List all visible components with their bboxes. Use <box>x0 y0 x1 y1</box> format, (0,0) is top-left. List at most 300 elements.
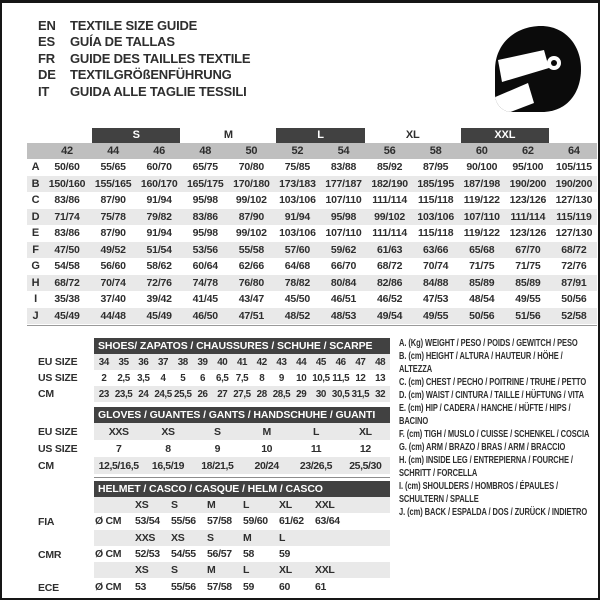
value-cell: 59 <box>279 548 291 561</box>
value-cell: 23 <box>98 388 109 400</box>
helmet-table <box>94 481 390 595</box>
value-cell: 190/200 <box>509 177 547 190</box>
value-cell: 103/106 <box>279 194 316 207</box>
value-cell: XXS <box>135 531 156 544</box>
helmet-row <box>94 578 390 594</box>
value-cell: 16,5/19 <box>151 459 185 472</box>
value-cell: 11 <box>310 442 322 455</box>
language-row <box>38 83 250 100</box>
standard-label: ECE <box>38 582 59 594</box>
value-cell: 51/54 <box>146 243 172 256</box>
value-cell: 43 <box>276 356 287 368</box>
language-title-block <box>38 17 250 100</box>
size-number-cell: 56 <box>383 145 396 157</box>
value-cell: 44 <box>296 356 307 368</box>
value-cell: 53 <box>135 580 147 593</box>
helmet-row <box>94 513 390 529</box>
value-cell: 111/114 <box>510 210 546 223</box>
value-cell: 187/198 <box>463 177 501 190</box>
value-cell: 9 <box>214 442 221 455</box>
value-cell: XS <box>135 499 149 512</box>
value-cell: 95/98 <box>330 210 357 223</box>
shoes-row <box>94 370 390 386</box>
divider-gloves <box>94 477 390 478</box>
value-cell: 5 <box>180 372 186 384</box>
value-cell: S <box>207 531 214 544</box>
value-cell: 58/62 <box>146 260 172 273</box>
value-cell: 54/55 <box>171 548 196 561</box>
size-number-row <box>27 143 597 159</box>
main-size-table <box>27 127 597 324</box>
value-cell: 8 <box>165 442 171 455</box>
helmet-row <box>94 562 390 578</box>
legend-item: F. (cm) TIGH / MUSLO / CUISSE / SCHENKEL / COSCIA <box>399 429 590 440</box>
value-cell: 9 <box>278 372 284 384</box>
language-row <box>38 67 250 84</box>
value-cell: 84/88 <box>423 276 449 289</box>
value-cell: 50/56 <box>469 309 495 322</box>
shoes-title: SHOES/ ZAPATOS / CHAUSSURES / SCHUHE / SCARPE <box>94 338 390 354</box>
shoes-row-labels <box>38 354 77 402</box>
value-cell: 60/64 <box>192 260 218 273</box>
value-cell: 95/100 <box>512 161 544 174</box>
row-letter: B <box>31 177 40 190</box>
size-number-cell: 58 <box>429 145 442 157</box>
value-cell: 91/94 <box>284 210 311 223</box>
value-cell: 30,5 <box>331 388 350 400</box>
value-cell: 82/86 <box>376 276 403 289</box>
measurement-row <box>27 242 597 259</box>
value-cell: 23/26,5 <box>299 459 333 472</box>
value-cell: 75/85 <box>284 161 311 174</box>
measurement-row <box>27 275 597 292</box>
measurement-row <box>27 291 597 308</box>
value-cell: 83/88 <box>330 161 357 174</box>
value-cell: 47/51 <box>238 309 264 322</box>
value-cell: 61/62 <box>279 515 304 528</box>
value-cell: 119/122 <box>463 227 500 240</box>
legend-item: H. (cm) INSIDE LEG / ENTREPIERNA / FOURCHE / SCHRITT / FORCELLA <box>399 455 573 479</box>
value-cell: 99/102 <box>235 227 267 240</box>
size-number-cell: 52 <box>291 145 304 157</box>
value-cell: 60/70 <box>146 161 172 174</box>
value-cell: 76/80 <box>238 276 264 289</box>
value-cell: 55/56 <box>171 515 196 528</box>
row-letter: I <box>34 293 37 306</box>
value-cell: 46 <box>335 356 346 368</box>
size-group-label: XXL <box>461 128 549 143</box>
value-cell: 45 <box>315 356 326 368</box>
value-cell: 87/91 <box>561 276 587 289</box>
value-cell: 99/102 <box>235 194 267 207</box>
value-cell: 91/94 <box>146 194 172 207</box>
value-cell: 62/66 <box>238 260 264 273</box>
value-cell: 32 <box>375 388 386 400</box>
size-number-cell: 62 <box>521 145 534 157</box>
value-cell: 2,5 <box>117 372 130 384</box>
value-cell: 111/114 <box>372 194 408 207</box>
gloves-table <box>94 407 390 474</box>
value-cell: 71/74 <box>54 210 80 223</box>
value-cell: 99/102 <box>374 210 406 223</box>
guide-title: GUIDE DES TAILLES TEXTILE <box>70 50 251 66</box>
value-cell: 63/64 <box>315 515 340 528</box>
language-row <box>38 34 250 51</box>
value-cell: 160/170 <box>140 177 178 190</box>
measurement-row <box>27 192 597 209</box>
guide-title: TEXTILGRÖßENFÜHRUNG <box>70 67 232 83</box>
value-cell: 24,5 <box>154 388 172 400</box>
value-cell: 56/57 <box>207 548 232 561</box>
value-cell: 8 <box>259 372 265 384</box>
value-cell: 107/110 <box>463 210 500 223</box>
value-cell: S <box>214 425 221 438</box>
value-cell: 78/82 <box>284 276 311 289</box>
language-code: ES <box>38 34 55 50</box>
value-cell: 111/114 <box>372 227 408 240</box>
value-cell: 28 <box>256 388 267 400</box>
value-cell: M <box>207 564 216 577</box>
value-cell: 75/78 <box>100 210 126 223</box>
legend-item: G. (cm) ARM / BRAZO / BRAS / ARM / BRACCIO <box>399 442 566 453</box>
legend-item: D. (cm) WAIST / CINTURA / TAILLE / HÜFTUNG / VITA <box>399 390 584 401</box>
value-cell: 7,5 <box>235 372 249 384</box>
legend-item: A. (Kg) WEIGHT / PESO / POIDS / GEWITCH / PESO <box>399 338 578 349</box>
value-cell: 44/48 <box>100 309 126 322</box>
row-label: US SIZE <box>38 442 78 455</box>
value-cell: 45/49 <box>146 309 172 322</box>
value-cell: 7 <box>115 442 122 455</box>
value-cell: 119/122 <box>463 194 500 207</box>
value-cell: 31,5 <box>351 388 370 400</box>
legend-item: E. (cm) HIP / CADERA / HANCHE / HÜFTE / HIPS / BACINO <box>399 403 571 427</box>
value-cell: 54/58 <box>54 260 80 273</box>
helmet-title: HELMET / CASCO / CASQUE / HELM / CASCO <box>94 481 390 497</box>
value-cell: 58 <box>243 548 255 561</box>
value-cell: 27 <box>217 388 228 400</box>
value-cell: XS <box>135 564 149 577</box>
row-label: EU SIZE <box>38 356 78 368</box>
size-group-label: S <box>92 128 180 143</box>
row-letter: G <box>31 260 40 273</box>
guide-title: TEXTILE SIZE GUIDE <box>70 17 198 33</box>
language-row <box>38 50 250 67</box>
size-number-cell: 44 <box>107 145 120 157</box>
value-cell: 39 <box>197 356 208 368</box>
value-cell: L <box>312 425 319 438</box>
value-cell: 43/47 <box>238 293 264 306</box>
helmet-row <box>94 530 390 546</box>
value-cell: XS <box>171 531 185 544</box>
gloves-row <box>94 440 390 457</box>
value-cell: 87/95 <box>423 161 449 174</box>
value-cell: 41 <box>236 356 248 368</box>
value-cell: 79/82 <box>146 210 172 223</box>
value-cell: 6 <box>199 372 206 384</box>
language-code: FR <box>38 50 55 66</box>
value-cell: 55/58 <box>238 243 264 256</box>
value-cell: 83/86 <box>54 227 80 240</box>
size-number-cell: 64 <box>568 145 580 157</box>
racing-helmet-icon <box>486 23 586 115</box>
value-cell: 105/115 <box>555 161 592 174</box>
value-cell: 85/89 <box>515 276 541 289</box>
row-letter: D <box>31 210 40 223</box>
value-cell: 150/160 <box>48 177 86 190</box>
value-cell: 47/53 <box>423 293 449 306</box>
value-cell: 38 <box>177 356 188 368</box>
value-cell: 48 <box>375 356 386 368</box>
value-cell: L <box>243 564 250 577</box>
gloves-title: GLOVES / GUANTES / GANTS / HANDSCHUHE / GUANTI <box>94 407 390 423</box>
value-cell: 165/175 <box>187 177 224 190</box>
value-cell: 185/195 <box>417 177 454 190</box>
value-cell: 30 <box>315 388 326 400</box>
helmet-row <box>94 546 390 562</box>
value-cell: 50/60 <box>54 161 80 174</box>
value-cell: 57/58 <box>207 580 232 593</box>
value-cell: 95/98 <box>192 227 218 240</box>
value-cell: 28,5 <box>272 388 291 400</box>
gloves-row <box>94 457 390 474</box>
measurement-row <box>27 308 597 325</box>
value-cell: 10 <box>261 442 273 455</box>
value-cell: 177/187 <box>325 177 362 190</box>
value-cell: 46/52 <box>376 293 403 306</box>
value-cell: 4 <box>160 372 166 384</box>
value-cell: 66/70 <box>330 260 357 273</box>
row-letter: H <box>31 276 40 289</box>
value-cell: 115/118 <box>417 194 454 207</box>
value-cell: XL <box>359 425 372 438</box>
value-cell: 95/98 <box>192 194 218 207</box>
value-cell: XL <box>279 564 292 577</box>
value-cell: 35 <box>118 356 129 368</box>
value-cell: 91/94 <box>146 227 172 240</box>
value-cell: 85/89 <box>469 276 495 289</box>
value-cell: 190/200 <box>555 177 593 190</box>
value-cell: 52/53 <box>135 548 160 561</box>
shoes-row <box>94 354 390 370</box>
value-cell: 57/60 <box>284 243 311 256</box>
size-group-row <box>27 127 597 143</box>
value-cell: 23,5 <box>114 388 133 400</box>
legend-item: J. (cm) BACK / ESPALDA / DOS / ZURÜCK / INDIETRO <box>399 507 588 518</box>
value-cell: XXS <box>108 425 129 438</box>
size-group-label: L <box>276 128 364 143</box>
value-cell: 25,5 <box>174 388 192 400</box>
row-letter: F <box>32 243 39 256</box>
value-cell: 42 <box>256 356 267 368</box>
value-cell: XXL <box>315 499 335 512</box>
value-cell: M <box>262 425 271 438</box>
language-code: EN <box>38 17 56 33</box>
value-cell: 59/60 <box>243 515 268 528</box>
value-cell: 48/52 <box>284 309 311 322</box>
value-cell: 26 <box>197 388 208 400</box>
value-cell: 46/51 <box>330 293 357 306</box>
standard-label: CMR <box>38 549 62 561</box>
unit-cell: Ø CM <box>95 580 122 593</box>
value-cell: 80/84 <box>330 276 357 289</box>
row-letter: C <box>31 194 40 207</box>
value-cell: 57/58 <box>207 515 232 528</box>
size-group-label: XL <box>405 129 420 141</box>
value-cell: 50/56 <box>561 293 587 306</box>
value-cell: 12 <box>359 442 371 455</box>
value-cell: 65/75 <box>192 161 218 174</box>
value-cell: 83/86 <box>192 210 218 223</box>
value-cell: 35/38 <box>54 293 80 306</box>
gloves-row-labels <box>38 423 77 474</box>
value-cell: 85/92 <box>376 161 403 174</box>
value-cell: 52/58 <box>561 309 587 322</box>
value-cell: S <box>171 564 178 577</box>
divider-main <box>27 325 597 326</box>
value-cell: 115/118 <box>417 227 454 240</box>
value-cell: 107/110 <box>325 194 362 207</box>
value-cell: 70/80 <box>238 161 264 174</box>
value-cell: L <box>243 499 250 512</box>
gloves-row <box>94 423 390 440</box>
guide-title: GUIDA ALLE TAGLIE TESSILI <box>70 83 247 99</box>
value-cell: 34 <box>98 356 109 368</box>
guide-title: GUÍA DE TALLAS <box>70 34 175 50</box>
value-cell: 63/66 <box>423 243 449 256</box>
value-cell: 49/55 <box>423 309 449 322</box>
value-cell: 68/72 <box>561 243 587 256</box>
language-code: DE <box>38 67 56 83</box>
value-cell: 127/130 <box>555 194 593 207</box>
measurement-legend <box>399 337 596 519</box>
value-cell: 107/110 <box>325 227 362 240</box>
value-cell: 49/52 <box>100 243 126 256</box>
value-cell: 123/126 <box>509 227 547 240</box>
size-number-cell: 50 <box>245 145 258 157</box>
size-number-cell: 60 <box>475 145 488 157</box>
value-cell: 87/90 <box>100 227 126 240</box>
value-cell: 48/54 <box>469 293 495 306</box>
value-cell: 36 <box>138 356 149 368</box>
row-label: CM <box>38 388 54 400</box>
value-cell: 67/70 <box>515 243 541 256</box>
legend-item: I. (cm) SHOULDERS / HOMBROS / ÉPAULES / SCHULTERN / SPALLE <box>399 481 559 505</box>
value-cell: 127/130 <box>555 227 593 240</box>
value-cell: 18/21,5 <box>201 459 234 472</box>
value-cell: 12,5/16,5 <box>98 459 139 472</box>
value-cell: 46/50 <box>192 309 218 322</box>
value-cell: 103/106 <box>417 210 454 223</box>
measurement-row <box>27 209 597 226</box>
value-cell: 71/75 <box>515 260 541 273</box>
value-cell: 59 <box>243 580 255 593</box>
value-cell: 29 <box>296 388 307 400</box>
legend-item: C. (cm) CHEST / PECHO / POITRINE / TRUHE / PETTO <box>399 377 587 388</box>
value-cell: 65/68 <box>469 243 495 256</box>
value-cell: 51/56 <box>515 309 541 322</box>
value-cell: 55/56 <box>171 580 196 593</box>
value-cell: 123/126 <box>509 194 547 207</box>
measurement-row <box>27 258 597 275</box>
value-cell: 2 <box>101 372 107 384</box>
value-cell: 53/56 <box>192 243 218 256</box>
size-number-cell: 42 <box>61 145 73 157</box>
value-cell: 45/49 <box>54 309 80 322</box>
measurement-row <box>27 225 597 242</box>
legend-item: B. (cm) HEIGHT / ALTURA / HAUTEUR / HÖHE / ALTEZZA <box>399 351 563 375</box>
measurement-row <box>27 176 597 193</box>
value-cell: 182/190 <box>371 177 408 190</box>
row-label: EU SIZE <box>38 425 78 438</box>
value-cell: 3,5 <box>137 372 150 384</box>
value-cell: 12 <box>355 372 366 384</box>
value-cell: M <box>243 531 252 544</box>
value-cell: 74/78 <box>192 276 218 289</box>
value-cell: 27,5 <box>233 388 251 400</box>
value-cell: L <box>279 531 286 544</box>
value-cell: 37 <box>158 356 169 368</box>
value-cell: 56/60 <box>100 260 126 273</box>
value-cell: 87/90 <box>100 194 126 207</box>
value-cell: 6,5 <box>216 372 229 384</box>
value-cell: 49/54 <box>376 309 403 322</box>
size-number-cell: 54 <box>337 145 350 157</box>
value-cell: 41/45 <box>192 293 218 306</box>
value-cell: 25,5/30 <box>349 459 382 472</box>
value-cell: 70/74 <box>100 276 126 289</box>
value-cell: 68/72 <box>54 276 80 289</box>
value-cell: 64/68 <box>284 260 311 273</box>
row-label: US SIZE <box>38 372 78 384</box>
value-cell: 72/76 <box>561 260 587 273</box>
value-cell: 68/72 <box>376 260 403 273</box>
value-cell: 60 <box>279 580 291 593</box>
helmet-row <box>94 497 390 513</box>
value-cell: 45/50 <box>284 293 311 306</box>
value-cell: 170/180 <box>233 177 270 190</box>
value-cell: 40 <box>217 356 228 368</box>
value-cell: 24 <box>138 388 149 400</box>
value-cell: 13 <box>375 372 386 384</box>
standard-label: FIA <box>38 516 55 528</box>
size-group-label: M <box>223 129 233 141</box>
shoes-row <box>94 386 390 402</box>
row-letter: E <box>31 227 40 240</box>
value-cell: 48/53 <box>330 309 357 322</box>
value-cell: S <box>171 499 178 512</box>
value-cell: 53/54 <box>135 515 160 528</box>
value-cell: 37/40 <box>100 293 126 306</box>
value-cell: 47 <box>355 356 366 368</box>
size-number-cell: 48 <box>199 145 212 157</box>
value-cell: 87/90 <box>238 210 264 223</box>
value-cell: XL <box>279 499 292 512</box>
value-cell: 10,5 <box>312 372 330 384</box>
language-row <box>38 17 250 34</box>
value-cell: 70/74 <box>423 260 449 273</box>
value-cell: XS <box>161 425 175 438</box>
value-cell: 10 <box>296 372 307 384</box>
value-cell: 83/86 <box>54 194 80 207</box>
shoes-table <box>94 338 390 402</box>
value-cell: 55/65 <box>100 161 126 174</box>
value-cell: 103/106 <box>279 227 316 240</box>
unit-cell: Ø CM <box>95 548 122 561</box>
value-cell: 61/63 <box>376 243 403 256</box>
value-cell: 20/24 <box>254 459 279 472</box>
value-cell: M <box>207 499 216 512</box>
value-cell: 71/75 <box>469 260 495 273</box>
